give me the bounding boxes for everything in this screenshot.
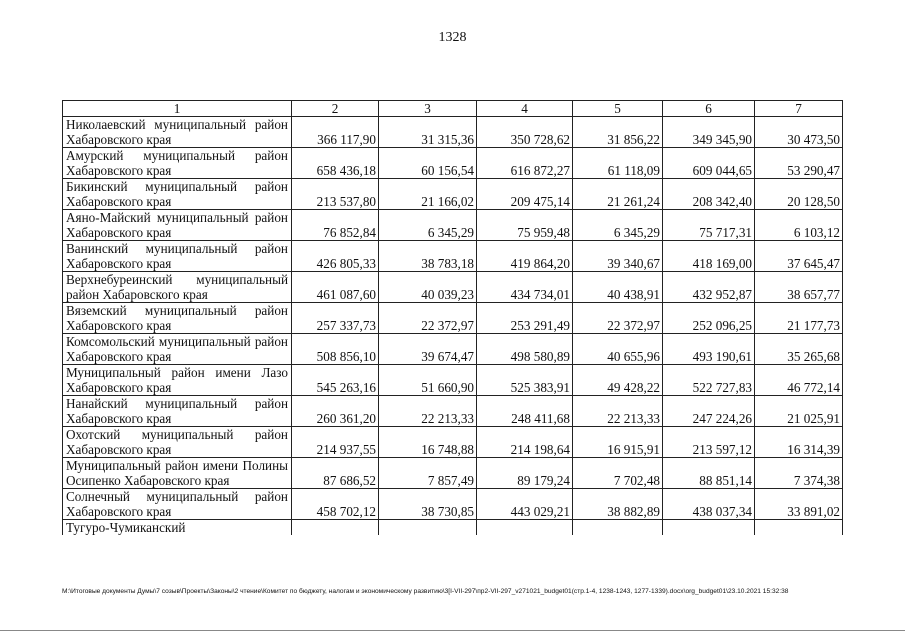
value-cell: 434 734,01 bbox=[477, 272, 573, 303]
value-cell: 438 037,34 bbox=[663, 489, 755, 520]
value-cell: 209 475,14 bbox=[477, 179, 573, 210]
table-row bbox=[63, 272, 843, 303]
district-name: Бикинский муниципальный район Хабаровского края bbox=[63, 179, 292, 210]
value-cell: 61 118,09 bbox=[573, 148, 663, 179]
value-cell: 88 851,14 bbox=[663, 458, 755, 489]
value-cell: 21 261,24 bbox=[573, 179, 663, 210]
district-name: Амурский муниципальный район Хабаровского края bbox=[63, 148, 292, 179]
value-cell: 75 717,31 bbox=[663, 210, 755, 241]
district-name: Муниципальный район имени Полины Осипенко Хабаровского края bbox=[63, 458, 292, 489]
value-cell: 22 372,97 bbox=[379, 303, 477, 334]
value-cell: 508 856,10 bbox=[292, 334, 379, 365]
value-cell: 247 224,26 bbox=[663, 396, 755, 427]
value-cell: 461 087,60 bbox=[292, 272, 379, 303]
file-path-footer: M:\Итоговые документы Думы\7 созыв\Проекты\Законы\2 чтение\Комитет по бюджету, налогам и экономическому развитию\3[I-VII-297\пр2-VII-297_v271021_budget01(стр.1-4, 1238-1243, 1277-1339).docx\org_budget01\23.10.2021 15:32:38 bbox=[62, 588, 789, 595]
table-row bbox=[63, 241, 843, 272]
value-cell: 257 337,73 bbox=[292, 303, 379, 334]
value-cell: 21 025,91 bbox=[755, 396, 843, 427]
value-cell bbox=[379, 520, 477, 536]
value-cell: 214 198,64 bbox=[477, 427, 573, 458]
table-row bbox=[63, 520, 843, 536]
table-row bbox=[63, 334, 843, 365]
value-cell: 21 177,73 bbox=[755, 303, 843, 334]
value-cell: 493 190,61 bbox=[663, 334, 755, 365]
table-body bbox=[63, 117, 843, 536]
table-row bbox=[63, 148, 843, 179]
value-cell: 260 361,20 bbox=[292, 396, 379, 427]
value-cell: 432 952,87 bbox=[663, 272, 755, 303]
header-row bbox=[63, 101, 843, 117]
district-name: Тугуро-Чумиканский bbox=[63, 520, 292, 536]
value-cell: 22 372,97 bbox=[573, 303, 663, 334]
district-name: Нанайский муниципальный район Хабаровского края bbox=[63, 396, 292, 427]
value-cell: 16 748,88 bbox=[379, 427, 477, 458]
page-number: 1328 bbox=[438, 30, 467, 45]
table-row bbox=[63, 489, 843, 520]
value-cell: 31 856,22 bbox=[573, 117, 663, 148]
value-cell bbox=[477, 520, 573, 536]
value-cell: 89 179,24 bbox=[477, 458, 573, 489]
value-cell: 658 436,18 bbox=[292, 148, 379, 179]
value-cell: 609 044,65 bbox=[663, 148, 755, 179]
value-cell: 366 117,90 bbox=[292, 117, 379, 148]
table-row bbox=[63, 365, 843, 396]
value-cell: 214 937,55 bbox=[292, 427, 379, 458]
value-cell: 7 374,38 bbox=[755, 458, 843, 489]
column-header: 5 bbox=[573, 101, 663, 117]
column-header: 7 bbox=[755, 101, 843, 117]
value-cell: 208 342,40 bbox=[663, 179, 755, 210]
value-cell: 213 537,80 bbox=[292, 179, 379, 210]
value-cell: 7 702,48 bbox=[573, 458, 663, 489]
table-row bbox=[63, 179, 843, 210]
value-cell: 22 213,33 bbox=[573, 396, 663, 427]
table-row bbox=[63, 458, 843, 489]
budget-table bbox=[62, 100, 843, 535]
value-cell: 40 655,96 bbox=[573, 334, 663, 365]
value-cell bbox=[755, 520, 843, 536]
value-cell: 419 864,20 bbox=[477, 241, 573, 272]
value-cell: 40 438,91 bbox=[573, 272, 663, 303]
table-row bbox=[63, 117, 843, 148]
value-cell: 545 263,16 bbox=[292, 365, 379, 396]
value-cell: 37 645,47 bbox=[755, 241, 843, 272]
value-cell: 75 959,48 bbox=[477, 210, 573, 241]
value-cell: 39 674,47 bbox=[379, 334, 477, 365]
table-row bbox=[63, 427, 843, 458]
table-row bbox=[63, 210, 843, 241]
value-cell: 38 657,77 bbox=[755, 272, 843, 303]
district-name: Аяно-Майский муниципальный район Хабаровского края bbox=[63, 210, 292, 241]
value-cell: 53 290,47 bbox=[755, 148, 843, 179]
value-cell: 248 411,68 bbox=[477, 396, 573, 427]
district-name: Николаевский муниципальный район Хабаровского края bbox=[63, 117, 292, 148]
value-cell: 87 686,52 bbox=[292, 458, 379, 489]
value-cell: 21 166,02 bbox=[379, 179, 477, 210]
district-name: Солнечный муниципальный район Хабаровского края bbox=[63, 489, 292, 520]
value-cell: 51 660,90 bbox=[379, 365, 477, 396]
value-cell: 30 473,50 bbox=[755, 117, 843, 148]
value-cell: 38 783,18 bbox=[379, 241, 477, 272]
district-name: Вяземский муниципальный район Хабаровского края bbox=[63, 303, 292, 334]
value-cell: 522 727,83 bbox=[663, 365, 755, 396]
table-row bbox=[63, 303, 843, 334]
value-cell: 252 096,25 bbox=[663, 303, 755, 334]
value-cell bbox=[292, 520, 379, 536]
value-cell: 6 345,29 bbox=[573, 210, 663, 241]
value-cell: 213 597,12 bbox=[663, 427, 755, 458]
value-cell: 38 882,89 bbox=[573, 489, 663, 520]
value-cell: 350 728,62 bbox=[477, 117, 573, 148]
value-cell: 49 428,22 bbox=[573, 365, 663, 396]
value-cell: 418 169,00 bbox=[663, 241, 755, 272]
table-header bbox=[63, 101, 843, 117]
value-cell: 443 029,21 bbox=[477, 489, 573, 520]
column-header: 4 bbox=[477, 101, 573, 117]
column-header: 3 bbox=[379, 101, 477, 117]
value-cell: 6 103,12 bbox=[755, 210, 843, 241]
value-cell: 253 291,49 bbox=[477, 303, 573, 334]
value-cell: 426 805,33 bbox=[292, 241, 379, 272]
value-cell: 60 156,54 bbox=[379, 148, 477, 179]
value-cell bbox=[573, 520, 663, 536]
value-cell: 33 891,02 bbox=[755, 489, 843, 520]
value-cell: 31 315,36 bbox=[379, 117, 477, 148]
value-cell: 22 213,33 bbox=[379, 396, 477, 427]
value-cell: 16 915,91 bbox=[573, 427, 663, 458]
value-cell: 39 340,67 bbox=[573, 241, 663, 272]
column-header: 1 bbox=[63, 101, 292, 117]
value-cell: 498 580,89 bbox=[477, 334, 573, 365]
district-name: Верхнебуреинский муниципальный район Хабаровского края bbox=[63, 272, 292, 303]
value-cell bbox=[663, 520, 755, 536]
district-name: Комсомольский муниципальный район Хабаровского края bbox=[63, 334, 292, 365]
value-cell: 20 128,50 bbox=[755, 179, 843, 210]
table-row bbox=[63, 396, 843, 427]
column-header: 6 bbox=[663, 101, 755, 117]
value-cell: 16 314,39 bbox=[755, 427, 843, 458]
district-name: Охотский муниципальный район Хабаровского края bbox=[63, 427, 292, 458]
value-cell: 6 345,29 bbox=[379, 210, 477, 241]
bottom-divider bbox=[0, 630, 905, 631]
value-cell: 38 730,85 bbox=[379, 489, 477, 520]
value-cell: 76 852,84 bbox=[292, 210, 379, 241]
district-name: Ванинский муниципальный район Хабаровского края bbox=[63, 241, 292, 272]
value-cell: 7 857,49 bbox=[379, 458, 477, 489]
district-name: Муниципальный район имени Лазо Хабаровского края bbox=[63, 365, 292, 396]
value-cell: 40 039,23 bbox=[379, 272, 477, 303]
value-cell: 616 872,27 bbox=[477, 148, 573, 179]
value-cell: 525 383,91 bbox=[477, 365, 573, 396]
value-cell: 35 265,68 bbox=[755, 334, 843, 365]
value-cell: 349 345,90 bbox=[663, 117, 755, 148]
value-cell: 46 772,14 bbox=[755, 365, 843, 396]
column-header: 2 bbox=[292, 101, 379, 117]
value-cell: 458 702,12 bbox=[292, 489, 379, 520]
